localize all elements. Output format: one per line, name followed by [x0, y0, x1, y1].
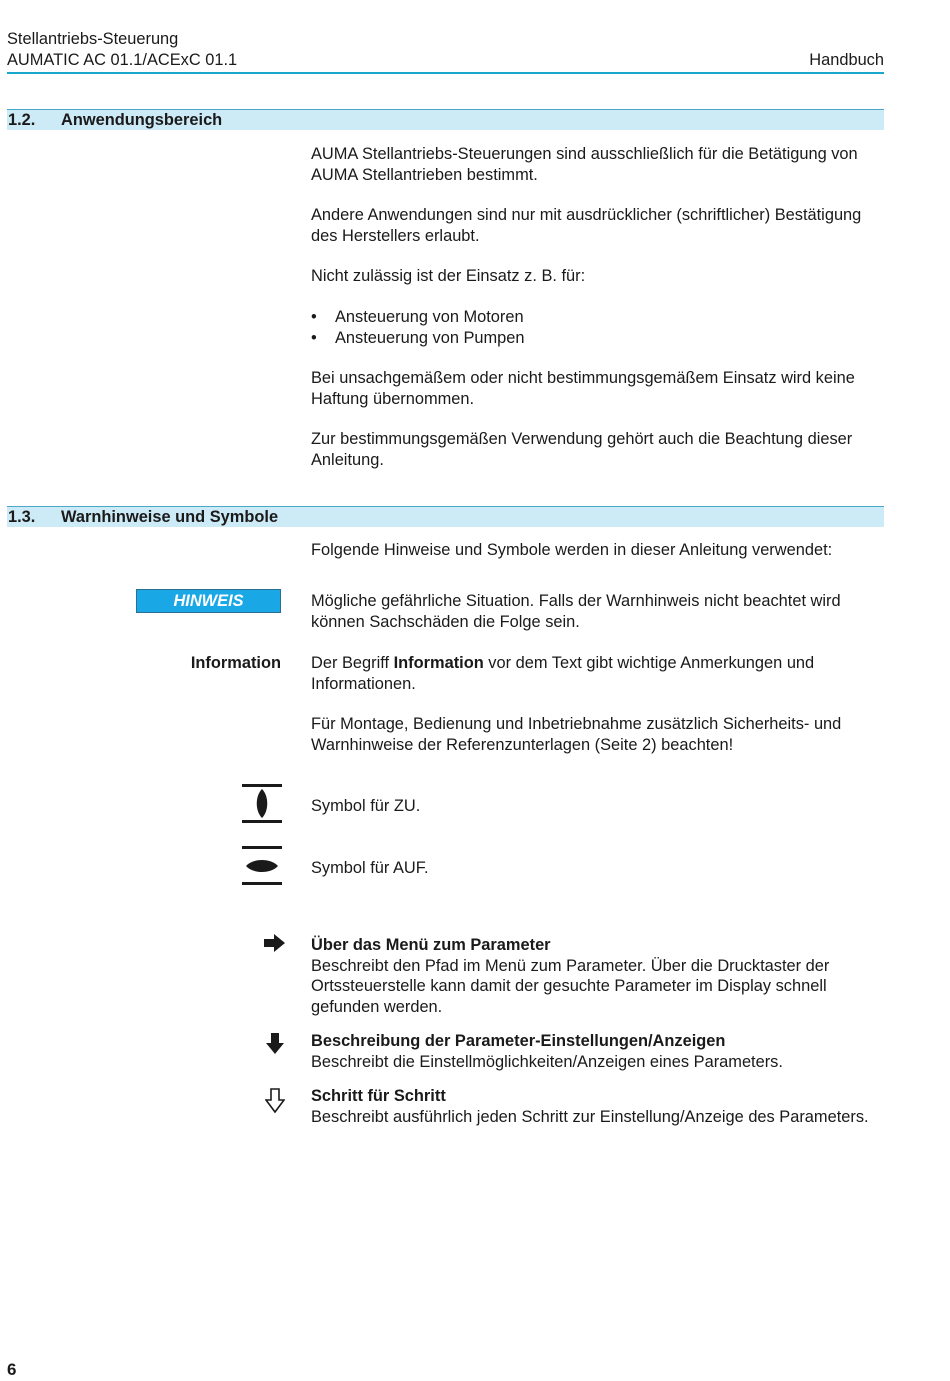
- step-by-step-title: Schritt für Schritt: [311, 1087, 446, 1105]
- section-heading-1-2: [7, 109, 884, 130]
- list-item: • Ansteuerung von Motoren: [311, 307, 886, 328]
- paragraph: Bei unsachgemäßem oder nicht bestimmungsgemäßem Einsatz wird keine Haftung übernommen.: [311, 369, 855, 408]
- info-text-pre: Der Begriff: [311, 654, 394, 672]
- section-1-3-intro: [311, 540, 886, 561]
- paragraph: Für Montage, Bedienung und Inbetriebnahme zusätzlich Sicherheits- und Warnhinweise der Referenzunterlagen (Seite 2) beachten!: [311, 715, 842, 754]
- arrow-right-icon: [263, 933, 287, 953]
- menu-path-title: Über das Menü zum Parameter: [311, 936, 551, 954]
- parameter-settings-block: [311, 1031, 886, 1072]
- paragraph: Zur bestimmungsgemäßen Verwendung gehört auch die Beachtung dieser Anleitung.: [311, 430, 853, 469]
- document-header: [7, 29, 237, 70]
- list-item: • Ansteuerung von Pumpen: [311, 328, 886, 349]
- info-text-bold: Information: [393, 654, 484, 672]
- paragraph: AUMA Stellantriebs-Steuerungen sind ausschließlich für die Betätigung von AUMA Stellantrieben bestimmt.: [311, 145, 858, 184]
- arrow-down-filled-icon: [265, 1032, 285, 1056]
- section-title: Anwendungsbereich: [61, 111, 223, 129]
- paragraph: Symbol für ZU.: [311, 797, 421, 815]
- symbol-zu-text: [311, 796, 886, 817]
- header-subtitle: AUMATIC AC 01.1/ACExC 01.1: [7, 50, 238, 69]
- paragraph: Symbol für AUF.: [311, 859, 429, 877]
- arrow-down-outline-icon: [265, 1088, 285, 1114]
- bullet-list-container: [311, 307, 886, 348]
- parameter-settings-text: Beschreibt die Einstellmöglichkeiten/Anzeigen eines Parameters.: [311, 1052, 783, 1071]
- step-by-step-block: [311, 1086, 886, 1127]
- section-number: 1.2.: [8, 111, 36, 129]
- information-label: Information: [190, 654, 281, 672]
- information-text-block-2: [311, 714, 886, 755]
- header-title: Stellantriebs-Steuerung: [7, 30, 179, 48]
- paragraph: Nicht zulässig ist der Einsatz z. B. für:: [311, 267, 586, 285]
- information-text-block: [311, 653, 886, 694]
- auf-symbol-icon: [241, 846, 283, 886]
- paragraph: [311, 653, 886, 694]
- section-1-2-body-p2: [311, 205, 886, 246]
- paragraph: Folgende Hinweise und Symbole werden in dieser Anleitung verwendet:: [311, 541, 833, 559]
- paragraph: Andere Anwendungen sind nur mit ausdrücklicher (schriftlicher) Bestätigung des Herstellers erlaubt.: [311, 206, 862, 245]
- parameter-settings-title: Beschreibung der Parameter-Einstellungen/Anzeigen: [311, 1032, 726, 1050]
- menu-path-text: Beschreibt den Pfad im Menü zum Parameter. Über die Drucktaster der Ortssteuerstelle kann damit der gesuchte Parameter im Display schnell gefunden werden.: [311, 956, 830, 1016]
- section-1-2-body-p5: [311, 429, 886, 470]
- symbol-auf-text: [311, 858, 886, 879]
- menu-path-block: [311, 935, 886, 1017]
- hinweis-badge: HINWEIS: [136, 589, 281, 613]
- section-1-2-body-p3: [311, 266, 886, 287]
- step-by-step-text: Beschreibt ausführlich jeden Schritt zur Einstellung/Anzeige des Parameters.: [311, 1107, 869, 1126]
- section-number: 1.3.: [8, 508, 36, 526]
- section-heading-1-3: [7, 506, 884, 527]
- section-1-2-body: [311, 144, 886, 185]
- section-1-2-body-p4: [311, 368, 886, 409]
- info-text-post: vor dem Text gibt wichtige Anmerkungen und Informationen.: [311, 654, 815, 693]
- section-title: Warnhinweise und Symbole: [61, 508, 279, 526]
- bullet-list: [311, 307, 886, 348]
- paragraph: Mögliche gefährliche Situation. Falls der Warnhinweis nicht beachtet wird können Sachschäden die Folge sein.: [311, 592, 841, 631]
- zu-symbol-icon: [241, 784, 283, 824]
- hinweis-text-block: [311, 591, 886, 632]
- header-manual-label: Handbuch: [809, 51, 884, 69]
- page-number: 6: [7, 1360, 17, 1379]
- header-divider: [7, 72, 884, 74]
